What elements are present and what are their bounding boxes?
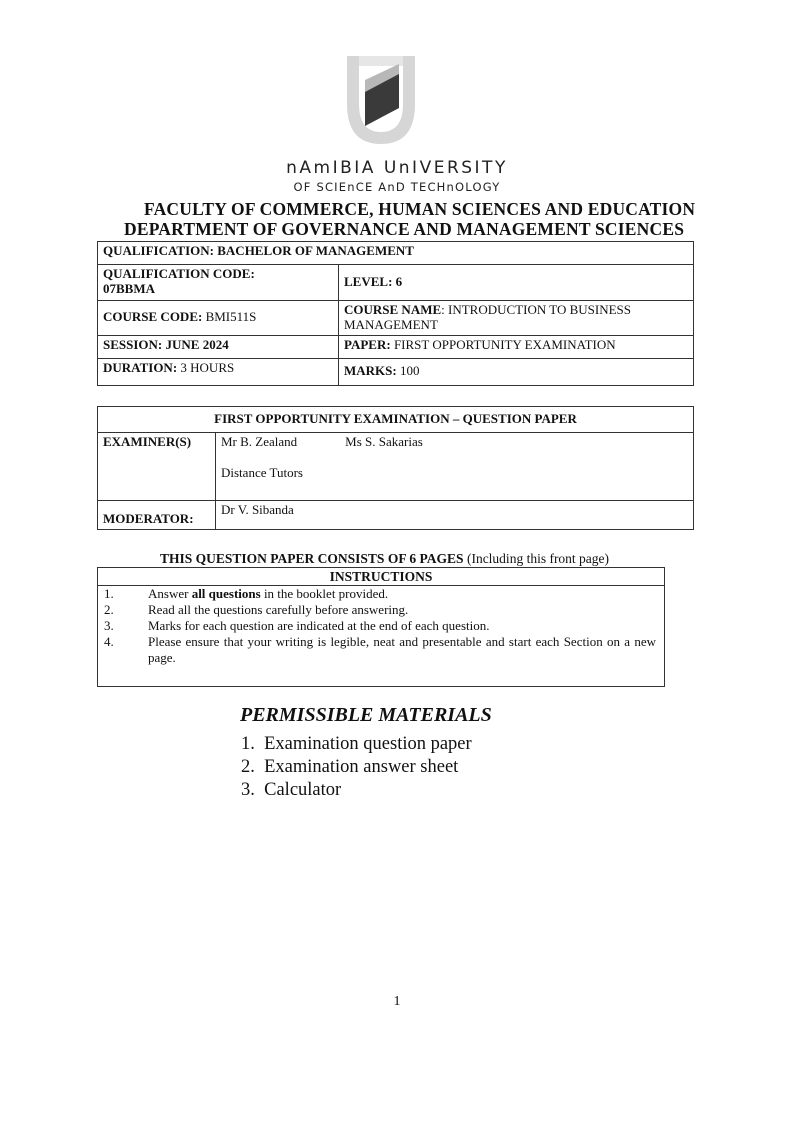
duration-cell: DURATION: 3 HOURS: [98, 358, 339, 385]
page-number: 1: [393, 994, 401, 1009]
instructions-box: [97, 567, 665, 687]
examiner-1: Mr B. Zealand: [221, 434, 298, 449]
moderator-label: MODERATOR:: [98, 501, 216, 530]
paper-cell: PAPER: FIRST OPPORTUNITY EXAMINATION: [339, 335, 694, 358]
university-name: nAmIBIA UnIVERSITY: [286, 158, 508, 178]
faculty-heading: FACULTY OF COMMERCE, HUMAN SCIENCES AND EDUCATION: [144, 199, 696, 219]
instruction-item: 1. Answer all questions in the booklet provided.: [104, 586, 389, 601]
material-item: 3. Calculator: [241, 780, 342, 800]
qualification-code-cell: QUALIFICATION CODE: 07BBMA: [98, 265, 339, 301]
university-subtitle: OF SCIEnCE AnD TECHnOLOGY: [293, 180, 501, 194]
course-name-cell: COURSE NAME: INTRODUCTION TO BUSINESS MANAGEMENT: [339, 301, 694, 336]
examiners-cell: [216, 433, 694, 501]
course-code-cell: COURSE CODE: BMI511S: [98, 301, 339, 336]
university-logo: [341, 52, 421, 148]
instruction-item: 4. Please ensure that your writing is legible, neat and presentable and start each Section on a new page.: [104, 634, 656, 665]
material-item: 2. Examination answer sheet: [241, 757, 459, 777]
qualification-cell: QUALIFICATION: BACHELOR OF MANAGEMENT: [98, 242, 694, 265]
course-details-table: [97, 241, 694, 386]
level-cell: LEVEL: 6: [339, 265, 694, 301]
session-cell: SESSION: JUNE 2024: [98, 335, 339, 358]
instruction-item: 3. Marks for each question are indicated at the end of each question.: [104, 618, 490, 633]
permissible-materials-title: PERMISSIBLE MATERIALS: [240, 704, 492, 726]
examiners-table: [97, 406, 694, 530]
examiners-label: EXAMINER(S): [98, 433, 216, 501]
permissible-materials-list: [241, 733, 472, 802]
moderator-cell: Dr V. Sibanda: [216, 501, 694, 530]
examiner-3: Distance Tutors: [221, 464, 303, 480]
department-heading: DEPARTMENT OF GOVERNANCE AND MANAGEMENT SCIENCES: [124, 219, 685, 239]
examiner-2: Ms S. Sakarias: [345, 434, 423, 449]
exam-title-cell: FIRST OPPORTUNITY EXAMINATION – QUESTION PAPER: [98, 407, 694, 433]
instructions-title: INSTRUCTIONS: [98, 568, 664, 586]
material-item: 1. Examination question paper: [241, 734, 472, 754]
page-count-note: THIS QUESTION PAPER CONSISTS OF 6 PAGES (Including this front page): [160, 551, 610, 566]
instruction-item: 2. Read all the questions carefully before answering.: [104, 602, 409, 617]
marks-cell: MARKS: 100: [339, 358, 694, 385]
